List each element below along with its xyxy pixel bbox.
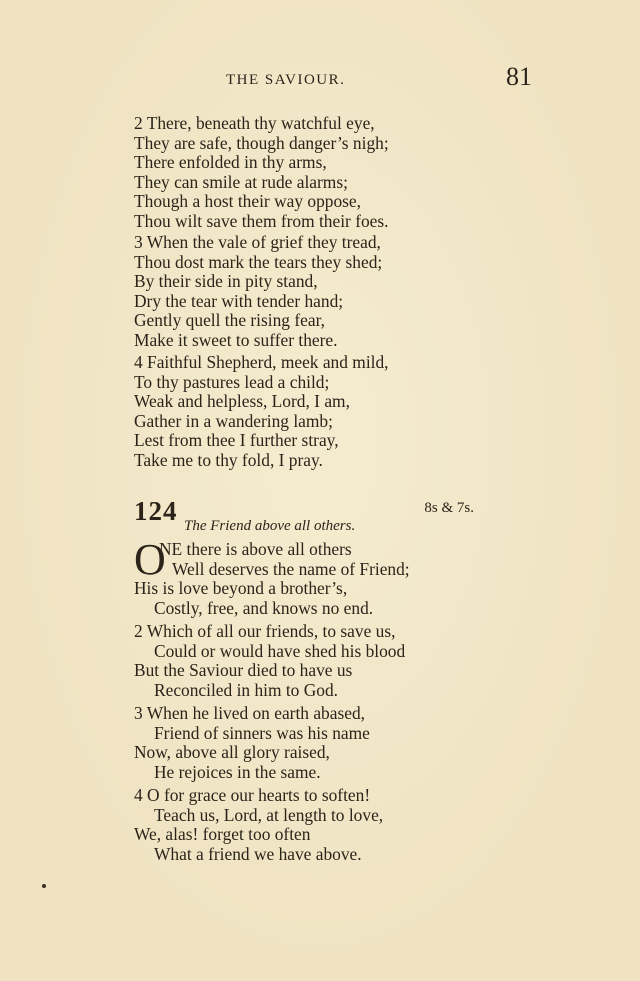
verse-line: Thou dost mark the tears they shed; — [134, 251, 383, 272]
verse-line: Thou wilt save them from their foes. — [134, 210, 389, 231]
hymn-number: 124 — [134, 496, 178, 526]
verse-line: They are safe, though danger’s nigh; — [134, 132, 389, 153]
verse-line: NE there is above all others — [159, 539, 352, 559]
stanza-prev-2 — [134, 114, 494, 232]
verse-line: 3 When he lived on earth abased, — [134, 703, 365, 723]
ink-speck — [42, 884, 46, 888]
hymn-heading — [134, 496, 474, 536]
verse-line: What a friend we have above. — [154, 843, 362, 864]
verse-line: Gather in a wandering lamb; — [134, 410, 333, 431]
stanza-1 — [134, 535, 410, 618]
page-number: 81 — [506, 62, 532, 91]
verse-line: His is love beyond a brother’s, — [134, 578, 348, 598]
stanza-4 — [134, 786, 494, 864]
stanza-prev-3 — [134, 233, 494, 351]
verse-line: Dry the tear with tender hand; — [134, 290, 344, 311]
verse-line: Gently quell the rising fear, — [134, 310, 326, 331]
verse-line: 2 Which of all our friends, to save us, — [134, 621, 396, 641]
verse-line: Reconciled in him to God. — [154, 679, 339, 700]
verse-line: Take me to thy fold, I pray. — [134, 449, 323, 470]
stanza-prev-4 — [134, 353, 494, 471]
verse-line: 3 When the vale of grief they tread, — [134, 232, 381, 252]
verse-line: 2 There, beneath thy watchful eye, — [134, 113, 375, 133]
verse-line: He rejoices in the same. — [154, 761, 321, 782]
verse-line: Costly, free, and knows no end. — [154, 597, 374, 618]
hymn-title: The Friend above all others. — [184, 518, 356, 534]
hymn-meter: 8s & 7s. — [424, 500, 474, 516]
verse-line: But the Saviour died to have us — [134, 660, 353, 681]
stanza-2 — [134, 622, 494, 700]
verse-line: Make it sweet to suffer there. — [134, 329, 338, 350]
verse-line: 4 O for grace our hearts to soften! — [134, 785, 371, 805]
verse-line: We, alas! forget too often — [134, 824, 311, 845]
verse-line: By their side in pity stand, — [134, 271, 318, 292]
verse-line: There enfolded in thy arms, — [134, 152, 327, 173]
verse-line: Weak and helpless, Lord, I am, — [134, 391, 350, 412]
verse-line: They can smile at rude alarms; — [134, 171, 348, 192]
verse-line: Though a host their way oppose, — [134, 191, 362, 212]
verse-line: Could or would have shed his blood — [154, 640, 406, 661]
page-header — [0, 62, 640, 98]
verse-line: To thy pastures lead a child; — [134, 371, 330, 392]
drop-cap: O — [134, 535, 166, 584]
verse-line: Lest from thee I further stray, — [134, 430, 339, 451]
verse-line: 4 Faithful Shepherd, meek and mild, — [134, 352, 389, 372]
dropcap-row — [134, 535, 410, 584]
verse-line: Friend of sinners was his name — [154, 722, 370, 743]
verse-line: Well deserves the name of Friend; — [172, 558, 410, 579]
stanza-3 — [134, 704, 494, 782]
verse-line: Now, above all glory raised, — [134, 742, 330, 763]
running-title: THE SAVIOUR. — [226, 72, 346, 88]
verse-line: Teach us, Lord, at length to love, — [154, 804, 384, 825]
